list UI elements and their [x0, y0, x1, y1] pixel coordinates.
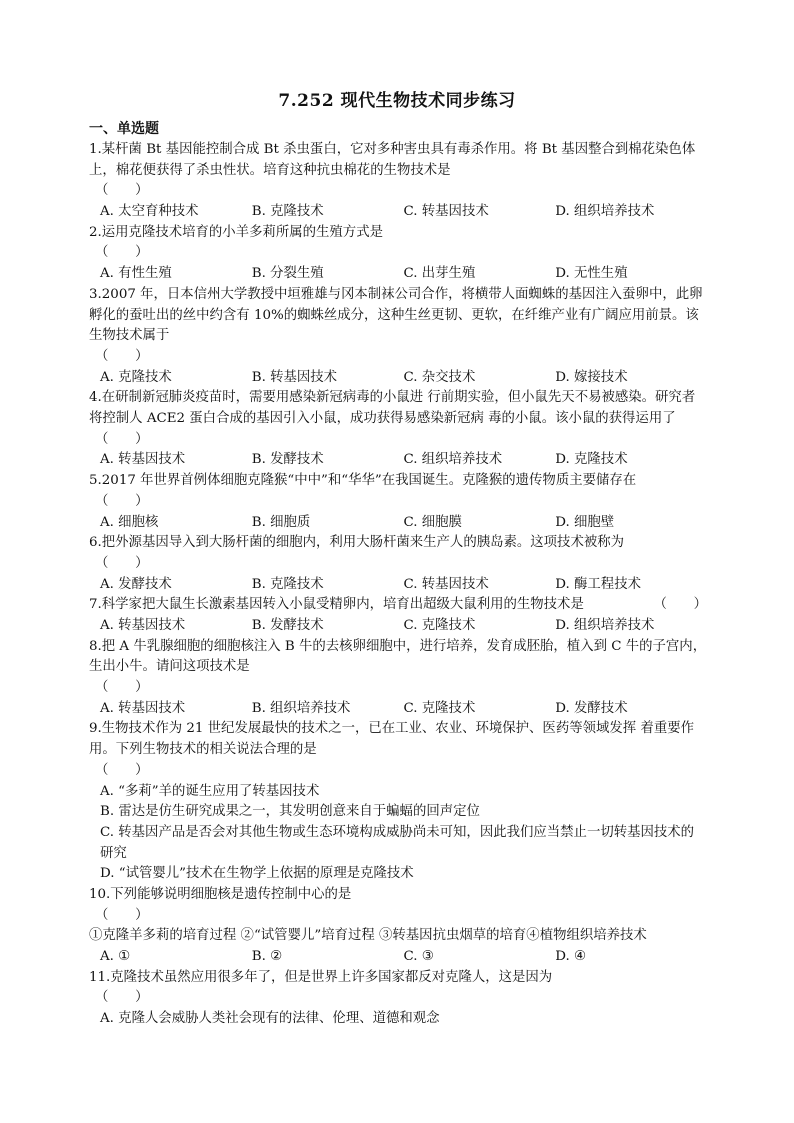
option-a[interactable]: A. 克隆人会威胁人类社会现有的法律、伦理、道德和观念	[100, 1011, 440, 1027]
question-3-options	[89, 368, 707, 389]
option-b[interactable]: B. 克隆技术	[251, 204, 324, 220]
question-7-stem-row	[89, 595, 707, 616]
question-1-options	[89, 202, 707, 223]
option-b[interactable]: B. 组织培养技术	[251, 700, 351, 716]
question-8-answer-paren: （ ）	[95, 680, 149, 696]
question-5-answer-paren: （ ）	[95, 493, 149, 509]
question-2-stem: 2.运用克隆技术培育的小羊多莉所属的生殖方式是	[89, 224, 383, 240]
option-c[interactable]: C. 转基因产品是否会对其他生物或生态环境构成威胁尚未可知，因此我们应当禁止一切转基因技术的研究	[100, 824, 695, 861]
question-list	[89, 140, 707, 1030]
option-a[interactable]: A. 转基因技术	[100, 452, 186, 468]
question-10-options	[89, 947, 707, 968]
option-d[interactable]: D. 组织培养技术	[555, 204, 655, 220]
question-5-options	[89, 513, 707, 534]
question-6-answer-paren: （ ）	[95, 555, 149, 571]
question-5-stem: 5.2017 年世界首例体细胞克隆猴“中中”和“华华”在我国诞生。克隆猴的遗传物质主要储存在	[89, 473, 637, 489]
question-10-stem: 10.下列能够说明细胞核是遗传控制中心的是	[89, 887, 352, 902]
question-4-options	[89, 450, 707, 471]
question-6-stem: 6.把外源基因导入到大肠杆菌的细胞内，利用大肠杆菌来生产人的胰岛素。这项技术被称为	[89, 535, 625, 551]
option-b[interactable]: B. 雷达是仿生研究成果之一，其发明创意来自于蝙蝠的回声定位	[100, 804, 480, 820]
option-d[interactable]: D. 克隆技术	[555, 452, 628, 468]
question-10-items: ①克隆羊多莉的培育过程 ②“试管婴儿”培育过程 ③转基因抗虫烟草的培育④植物组织培养技术	[89, 928, 647, 944]
option-a[interactable]: A. 发酵技术	[100, 576, 172, 592]
option-d[interactable]: D. 发酵技术	[555, 700, 628, 716]
question-4-stem: 4.在研制新冠肺炎疫苗时，需要用感染新冠病毒的小鼠进 行前期实验，但小鼠先天不易被感染。研究者将控制人 ACE2 蛋白合成的基因引入小鼠，成功获得易感染新冠病 毒的小鼠。该小鼠的获得运用了	[89, 390, 696, 427]
question-1-answer-paren: （ ）	[95, 183, 149, 199]
question-4-answer-paren: （ ）	[95, 431, 149, 447]
option-a[interactable]: A. 细胞核	[100, 514, 159, 530]
option-d[interactable]: D. “试管婴儿”技术在生物学上依据的原理是克隆技术	[100, 866, 414, 882]
question-2-options	[89, 264, 707, 285]
option-d[interactable]: D. ④	[555, 949, 587, 965]
question-10-answer-paren: （ ）	[95, 907, 149, 923]
option-c[interactable]: C. 组织培养技术	[403, 452, 503, 468]
option-a[interactable]: A. 转基因技术	[100, 617, 186, 633]
question-1-stem: 1.某杆菌 Bt 基因能控制合成 Bt 杀虫蛋白，它对多种害虫具有毒杀作用。将 Bt 基因整合到棉花染色体上，棉花便获得了杀虫性状。培育这种抗虫棉花的生物技术是	[89, 142, 696, 178]
option-d[interactable]: D. 组织培养技术	[555, 617, 655, 633]
option-a[interactable]: A. ①	[100, 949, 131, 965]
option-c[interactable]: C. 出芽生殖	[403, 266, 476, 282]
question-7-answer-paren: （ ）	[653, 597, 707, 613]
option-c[interactable]: C. 克隆技术	[403, 617, 476, 633]
option-a[interactable]: A. 有性生殖	[100, 266, 172, 282]
option-c[interactable]: C. ③	[403, 949, 434, 965]
option-d[interactable]: D. 无性生殖	[555, 266, 628, 282]
option-c[interactable]: C. 克隆技术	[403, 700, 476, 716]
option-b[interactable]: B. 克隆技术	[251, 576, 324, 592]
question-11-stem: 11.克隆技术虽然应用很多年了，但是世界上许多国家都反对克隆人，这是因为	[89, 969, 553, 985]
option-b[interactable]: B. 发酵技术	[251, 617, 324, 633]
question-3-answer-paren: （ ）	[95, 348, 149, 364]
option-d[interactable]: D. 细胞壁	[555, 514, 615, 530]
question-9-answer-paren: （ ）	[95, 762, 149, 778]
option-a[interactable]: A. 太空育种技术	[100, 204, 199, 220]
question-7-stem: 7.科学家把大鼠生长激素基因转入小鼠受精卵内，培育出超级大鼠利用的生物技术是	[89, 597, 584, 613]
option-b[interactable]: B. 分裂生殖	[251, 266, 324, 282]
option-b[interactable]: B. ②	[251, 949, 283, 965]
option-a[interactable]: A. 克隆技术	[100, 369, 172, 385]
option-d[interactable]: D. 酶工程技术	[555, 576, 641, 592]
section-heading: 一、单选题	[89, 121, 159, 137]
option-c[interactable]: C. 转基因技术	[403, 576, 489, 592]
option-c[interactable]: C. 转基因技术	[403, 204, 489, 220]
option-b[interactable]: B. 转基因技术	[251, 369, 338, 385]
option-b[interactable]: B. 细胞质	[251, 514, 311, 530]
document-title: 7.252 现代生物技术同步练习	[278, 91, 516, 111]
question-8-options	[89, 699, 707, 720]
question-2-answer-paren: （ ）	[95, 245, 149, 261]
question-9-stem: 9.生物技术作为 21 世纪发展最快的技术之一，已在工业、农业、环境保护、医药等领域发挥 着重要作用。下列生物技术的相关说法合理的是	[89, 721, 694, 758]
option-a[interactable]: A. “多莉”羊的诞生应用了转基因技术	[100, 783, 320, 799]
option-c[interactable]: C. 杂交技术	[403, 369, 476, 385]
question-3-stem: 3.2007 年，日本信州大学教授中垣雅雄与冈本制袜公司合作，将横带人面蜘蛛的基因注入蚕卵中，此卵孵化的蚕吐出的丝中约含有 10%的蜘蛛丝成分，这种生丝更韧、更软，在纤维产业有广阔应用前景。该生物技术属于	[89, 286, 703, 344]
option-d[interactable]: D. 嫁接技术	[555, 369, 628, 385]
question-6-options	[89, 575, 707, 596]
question-8-stem: 8.把 A 牛乳腺细胞的细胞核注入 B 牛的去核卵细胞中，进行培养，发育成胚胎，植入到 C 牛的子宫内，生出小牛。请问这项技术是	[89, 638, 707, 675]
option-b[interactable]: B. 发酵技术	[251, 452, 324, 468]
question-11-answer-paren: （ ）	[95, 990, 149, 1006]
option-a[interactable]: A. 转基因技术	[100, 700, 186, 716]
option-c[interactable]: C. 细胞膜	[403, 514, 462, 530]
question-7-options	[89, 616, 707, 637]
